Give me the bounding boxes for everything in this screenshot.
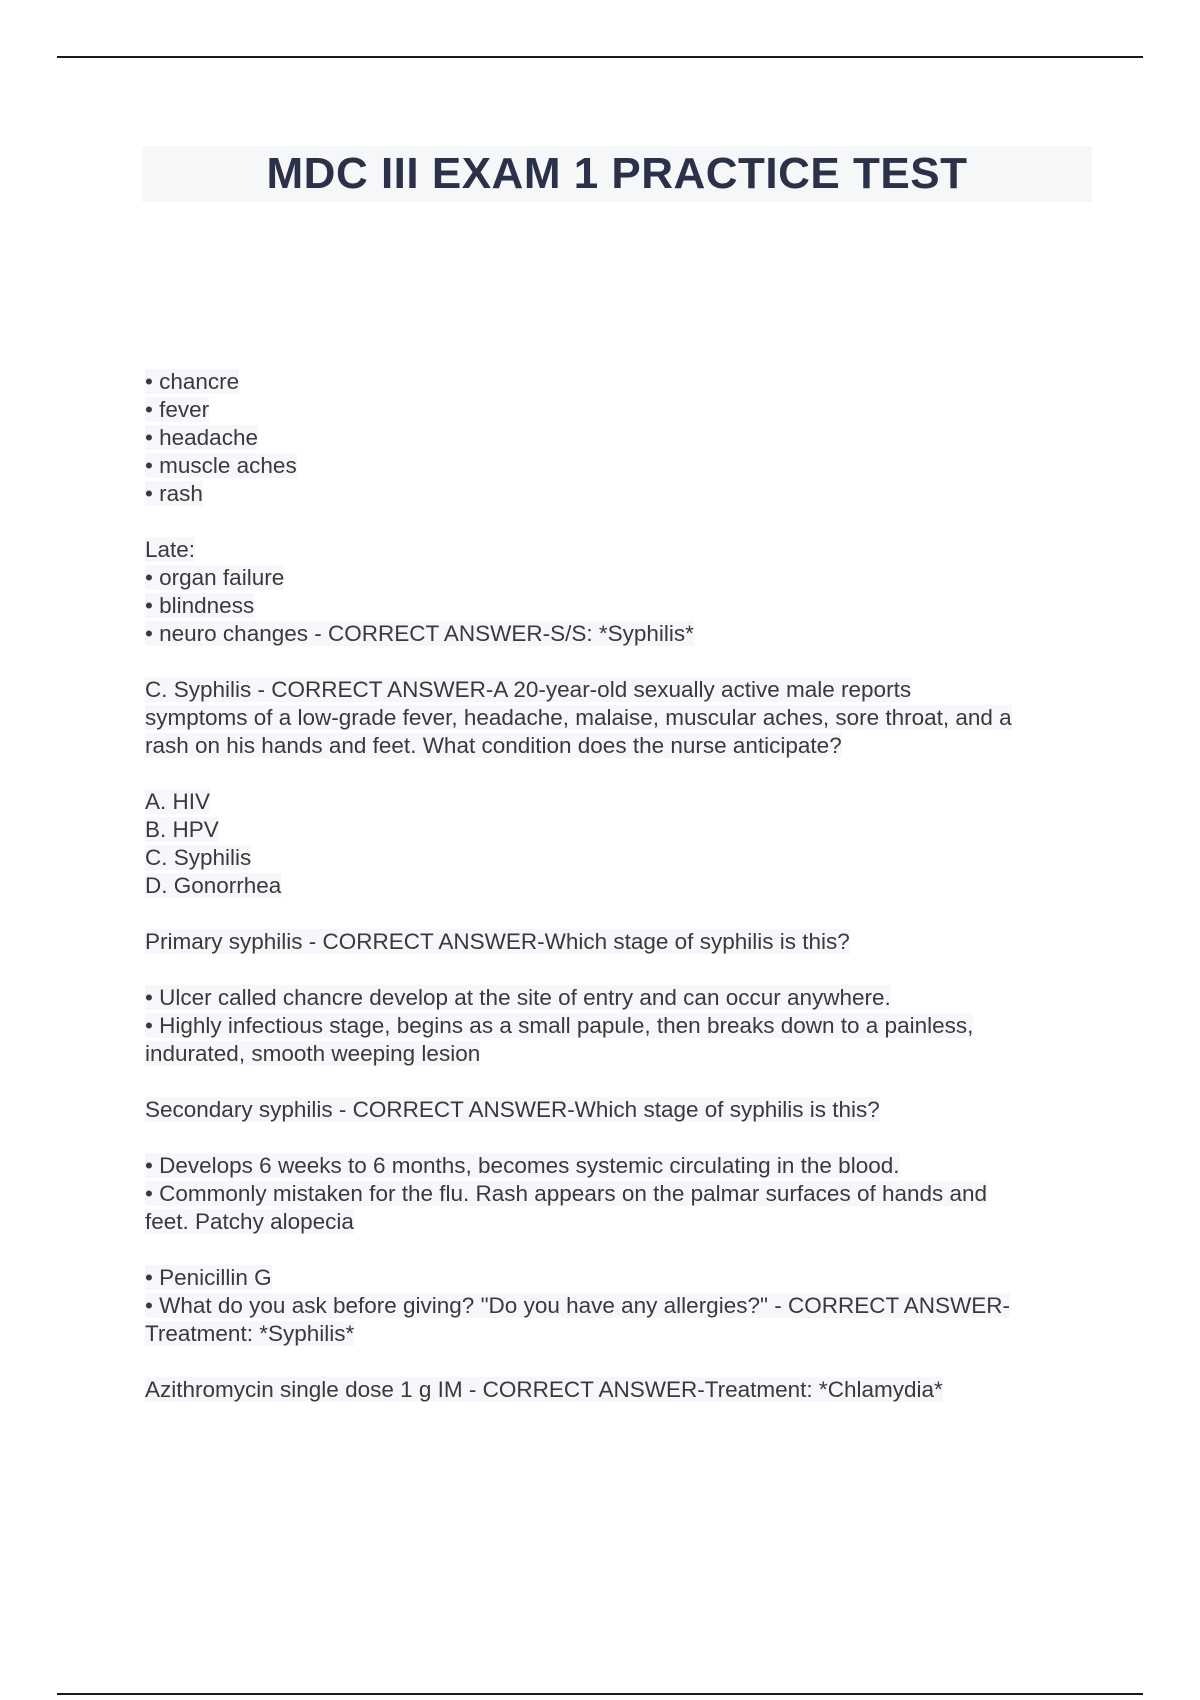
text-line	[145, 1180, 1085, 1208]
line-text: • What do you ask before giving? "Do you have any allergies?" - CORRECT ANSWER-	[145, 1293, 1011, 1318]
line-text: symptoms of a low-grade fever, headache, malaise, muscular aches, sore throat, and a	[145, 705, 1012, 730]
text-block	[145, 1376, 1085, 1404]
line-text: • muscle aches	[145, 453, 297, 478]
document-title: MDC III EXAM 1 PRACTICE TEST	[266, 149, 968, 198]
text-line	[145, 1264, 1085, 1292]
line-text: • Highly infectious stage, begins as a small papule, then breaks down to a painless,	[145, 1013, 974, 1038]
text-line	[145, 928, 1085, 956]
header-rule	[57, 56, 1143, 58]
text-block	[145, 1096, 1085, 1124]
line-text: • Commonly mistaken for the flu. Rash appears on the palmar surfaces of hands and	[145, 1181, 988, 1206]
text-line	[145, 1012, 1085, 1040]
text-line	[145, 732, 1085, 760]
text-line	[145, 368, 1085, 396]
text-block	[145, 676, 1085, 760]
text-line	[145, 704, 1085, 732]
line-text: rash on his hands and feet. What condition does the nurse anticipate?	[145, 733, 842, 758]
line-text: • Penicillin G	[145, 1265, 272, 1290]
text-line	[145, 1376, 1085, 1404]
line-text: • neuro changes - CORRECT ANSWER-S/S: *Syphilis*	[145, 621, 694, 646]
text-block	[145, 1152, 1085, 1236]
text-block	[145, 928, 1085, 956]
text-line	[145, 620, 1085, 648]
text-line	[145, 1208, 1085, 1236]
text-line	[145, 984, 1085, 1012]
document-body	[145, 368, 1085, 1432]
line-text: Azithromycin single dose 1 g IM - CORRECT ANSWER-Treatment: *Chlamydia*	[145, 1377, 943, 1402]
line-text: Secondary syphilis - CORRECT ANSWER-Which stage of syphilis is this?	[145, 1097, 880, 1122]
text-line	[145, 452, 1085, 480]
line-text: A. HIV	[145, 789, 211, 814]
text-line	[145, 424, 1085, 452]
text-line	[145, 872, 1085, 900]
text-block	[145, 788, 1085, 900]
footer-rule	[57, 1693, 1143, 1695]
text-line	[145, 676, 1085, 704]
title-band	[142, 146, 1092, 202]
line-text: C. Syphilis	[145, 845, 252, 870]
text-line	[145, 816, 1085, 844]
text-line	[145, 1292, 1085, 1320]
line-text: • chancre	[145, 369, 240, 394]
line-text: feet. Patchy alopecia	[145, 1209, 354, 1234]
text-line	[145, 1152, 1085, 1180]
text-line	[145, 1040, 1085, 1068]
line-text: indurated, smooth weeping lesion	[145, 1041, 481, 1066]
text-line	[145, 788, 1085, 816]
text-block	[145, 1264, 1085, 1348]
text-line	[145, 1096, 1085, 1124]
text-block	[145, 368, 1085, 508]
line-text: Primary syphilis - CORRECT ANSWER-Which stage of syphilis is this?	[145, 929, 850, 954]
line-text: • organ failure	[145, 565, 285, 590]
line-text: • rash	[145, 481, 203, 506]
text-line	[145, 396, 1085, 424]
text-line	[145, 480, 1085, 508]
line-text: Treatment: *Syphilis*	[145, 1321, 355, 1346]
text-line	[145, 564, 1085, 592]
text-block	[145, 984, 1085, 1068]
text-line	[145, 844, 1085, 872]
line-text: • headache	[145, 425, 258, 450]
text-line	[145, 1320, 1085, 1348]
line-text: Late:	[145, 537, 196, 562]
text-block	[145, 536, 1085, 648]
line-text: • Ulcer called chancre develop at the site of entry and can occur anywhere.	[145, 985, 891, 1010]
line-text: • fever	[145, 397, 210, 422]
line-text: • Develops 6 weeks to 6 months, becomes systemic circulating in the blood.	[145, 1153, 900, 1178]
text-line	[145, 592, 1085, 620]
line-text: • blindness	[145, 593, 255, 618]
text-line	[145, 536, 1085, 564]
line-text: D. Gonorrhea	[145, 873, 282, 898]
line-text: B. HPV	[145, 817, 219, 842]
line-text: C. Syphilis - CORRECT ANSWER-A 20-year-old sexually active male reports	[145, 677, 912, 702]
